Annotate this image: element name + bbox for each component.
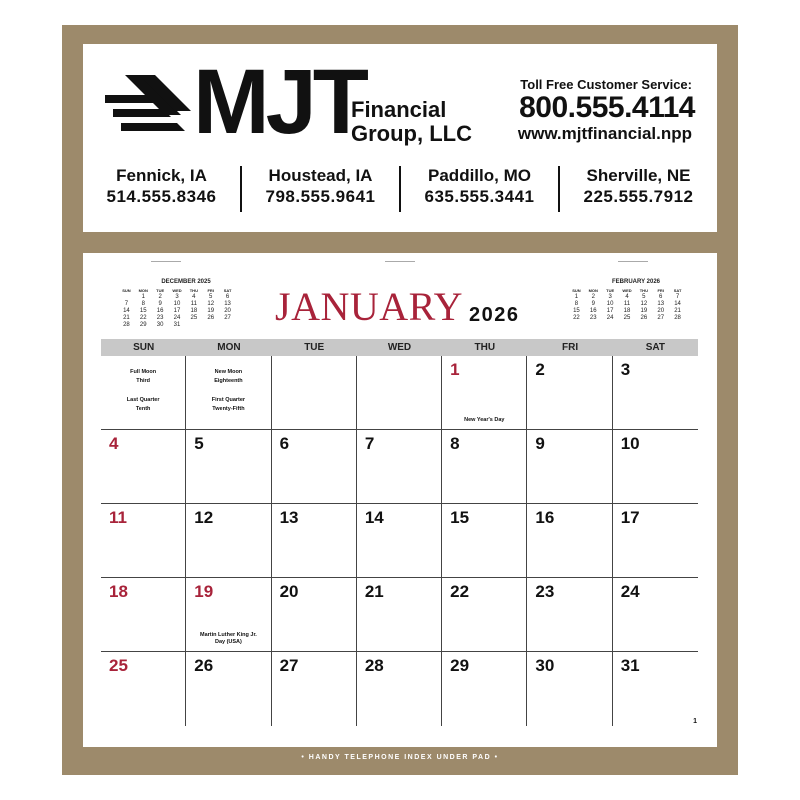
moon-label: New Moon xyxy=(214,369,243,375)
day-number: 2 xyxy=(535,360,545,379)
day-cell xyxy=(186,356,271,430)
mini-day: 1 xyxy=(141,294,145,300)
day-number: 11 xyxy=(109,508,127,527)
mini-next-title: FEBRUARY 2026 xyxy=(611,279,661,285)
mini-day: 26 xyxy=(640,315,648,321)
page-number: 1 xyxy=(693,718,697,725)
mini-day: 2 xyxy=(591,294,595,300)
location-name: Sherville, NE xyxy=(586,166,691,185)
location-item xyxy=(560,166,717,212)
day-number: 29 xyxy=(450,656,470,675)
mini-day: 31 xyxy=(173,322,181,328)
day-cell xyxy=(186,578,271,652)
day-cell xyxy=(613,430,698,504)
mini-day: 15 xyxy=(573,308,580,314)
calendar-pad xyxy=(83,253,717,747)
day-cell xyxy=(527,504,612,578)
day-number: 20 xyxy=(279,582,299,601)
mini-weekday: THU xyxy=(639,288,648,293)
day-number: 14 xyxy=(364,508,384,527)
day-cell xyxy=(357,356,442,430)
mini-day xyxy=(118,294,135,301)
day-number: 10 xyxy=(620,434,640,453)
mini-day: 11 xyxy=(190,301,197,307)
mini-day: 6 xyxy=(659,294,663,300)
brand-sub-line1: Financial xyxy=(351,97,447,122)
day-cell xyxy=(357,578,442,652)
day-number: 7 xyxy=(364,434,375,453)
day-cell xyxy=(527,356,612,430)
day-cell xyxy=(442,652,527,726)
mini-day: 28 xyxy=(123,322,130,328)
mini-weekday: SAT xyxy=(223,288,232,293)
mini-day: 11 xyxy=(623,301,631,307)
day-number: 12 xyxy=(194,508,214,527)
day-cell xyxy=(442,430,527,504)
mini-day: 30 xyxy=(156,322,164,328)
day-cell xyxy=(357,504,442,578)
mini-day: 25 xyxy=(190,315,198,321)
day-cell xyxy=(272,652,357,726)
day-number: 6 xyxy=(279,434,290,453)
mini-day: 23 xyxy=(589,315,597,321)
location-item xyxy=(401,166,560,212)
footer-note: • HANDY TELEPHONE INDEX UNDER PAD • xyxy=(301,754,499,761)
mini-day: 2 xyxy=(158,294,162,300)
mini-day: 14 xyxy=(674,301,681,307)
mini-day: 6 xyxy=(225,294,230,300)
mini-weekday: MON xyxy=(138,288,148,293)
mini-day: 27 xyxy=(224,315,231,321)
mini-day xyxy=(185,322,202,329)
weekday-header xyxy=(101,339,698,356)
mini-calendar-next xyxy=(568,279,686,322)
mini-weekday: SUN xyxy=(572,288,581,293)
locations-row xyxy=(83,166,717,212)
mini-day: 18 xyxy=(190,308,198,314)
mini-day: 17 xyxy=(606,308,614,314)
weekday-label: SAT xyxy=(645,342,665,353)
mini-weekday: THU xyxy=(189,288,198,293)
mini-weekday: SAT xyxy=(673,288,682,293)
mini-weekday: TUE xyxy=(156,288,165,293)
mini-day: 20 xyxy=(224,308,231,314)
mini-day: 1 xyxy=(574,294,579,300)
website: www.mjtfinancial.npp xyxy=(517,124,692,143)
day-number: 21 xyxy=(364,582,384,601)
day-number: 30 xyxy=(535,656,555,675)
moon-day: Tenth xyxy=(135,406,151,412)
mini-next-grid xyxy=(568,287,686,322)
day-cell xyxy=(101,652,186,726)
day-cell xyxy=(101,356,186,430)
day-cell xyxy=(101,578,186,652)
mini-day: 13 xyxy=(657,301,665,307)
day-cell xyxy=(186,652,271,726)
mini-weekday: WED xyxy=(172,288,182,293)
brand-subtitle xyxy=(351,98,472,146)
mini-day: 10 xyxy=(173,301,181,307)
day-number: 16 xyxy=(535,508,555,527)
day-number: 13 xyxy=(279,508,299,527)
hanger-mark xyxy=(385,261,415,262)
day-cell xyxy=(101,430,186,504)
mini-day: 7 xyxy=(124,301,129,307)
location-name: Houstead, IA xyxy=(268,166,373,185)
mini-day: 3 xyxy=(608,294,612,300)
day-number: 28 xyxy=(364,656,384,675)
mini-day: 19 xyxy=(640,308,648,314)
day-number: 26 xyxy=(194,656,214,675)
location-phone: 225.555.7912 xyxy=(583,187,694,206)
day-number: 15 xyxy=(450,508,470,527)
mini-day: 9 xyxy=(591,301,595,307)
day-cell xyxy=(442,356,527,430)
moon-day: Twenty-Fifth xyxy=(212,406,245,412)
mini-day: 23 xyxy=(156,315,164,321)
tollfree-phone: 800.555.4114 xyxy=(519,91,695,124)
day-cell xyxy=(357,430,442,504)
moon-label: Last Quarter xyxy=(126,397,160,403)
mini-day xyxy=(202,322,219,329)
mini-day: 14 xyxy=(123,308,130,314)
day-cell xyxy=(442,578,527,652)
mini-weekday: FRI xyxy=(657,288,664,293)
mini-weekday: FRI xyxy=(207,288,214,293)
brand-sub-line2: Group, LLC xyxy=(351,121,472,146)
mini-day: 21 xyxy=(123,315,130,321)
month-title: JANUARY xyxy=(275,284,463,329)
day-number: 3 xyxy=(620,360,631,379)
day-cell xyxy=(527,652,612,726)
mini-day: 4 xyxy=(192,294,196,300)
location-name: Paddillo, MO xyxy=(428,166,531,185)
location-item xyxy=(83,166,242,212)
mini-day: 24 xyxy=(173,315,181,321)
day-cell xyxy=(442,504,527,578)
day-cell xyxy=(613,504,698,578)
mini-weekday: MON xyxy=(588,288,598,293)
mini-day: 29 xyxy=(139,322,147,328)
mini-day: 20 xyxy=(657,308,665,314)
mini-day: 27 xyxy=(657,315,665,321)
day-cell xyxy=(186,504,271,578)
day-number: 8 xyxy=(450,434,460,453)
day-number: 24 xyxy=(620,582,640,601)
tollfree-label: Toll Free Customer Service: xyxy=(520,77,692,92)
moon-day: Eighteenth xyxy=(214,378,243,384)
day-cell xyxy=(613,578,698,652)
day-number: 27 xyxy=(279,656,299,675)
mini-day: 24 xyxy=(606,315,614,321)
day-cell xyxy=(101,504,186,578)
location-phone: 514.555.8346 xyxy=(106,187,217,206)
day-cell xyxy=(527,578,612,652)
moon-label: Full Moon xyxy=(130,369,157,375)
weekday-label: WED xyxy=(387,342,412,353)
mini-calendar-prev xyxy=(118,279,236,329)
day-cell xyxy=(357,652,442,726)
mini-day: 5 xyxy=(642,294,646,300)
mini-day: 7 xyxy=(675,294,680,300)
mini-day: 25 xyxy=(623,315,631,321)
advertiser-header xyxy=(83,44,717,232)
location-phone: 798.555.9641 xyxy=(265,187,376,206)
weekday-label: FRI xyxy=(562,342,579,353)
day-number: 22 xyxy=(450,582,470,601)
day-number: 5 xyxy=(194,434,204,453)
day-cell xyxy=(272,578,357,652)
mini-day xyxy=(219,322,236,329)
day-number: 23 xyxy=(535,582,555,601)
day-number: 18 xyxy=(109,582,128,601)
mini-day: 12 xyxy=(207,301,215,307)
mini-day: 10 xyxy=(606,301,614,307)
holiday-label xyxy=(186,632,270,646)
hanger-mark xyxy=(151,261,181,262)
mini-day: 16 xyxy=(589,308,597,314)
holiday-line: Martin Luther King Jr. xyxy=(200,632,257,638)
mini-day: 9 xyxy=(158,301,162,307)
brand-name: MJT xyxy=(193,51,365,153)
day-number: 9 xyxy=(535,434,545,453)
day-number: 19 xyxy=(194,582,214,601)
day-cell xyxy=(272,356,357,430)
mini-day: 22 xyxy=(139,315,147,321)
mini-day: 12 xyxy=(640,301,648,307)
day-number: 17 xyxy=(620,508,640,527)
mini-day: 17 xyxy=(173,308,181,314)
mini-day: 28 xyxy=(674,315,681,321)
mini-weekday: TUE xyxy=(606,288,615,293)
day-number: 1 xyxy=(450,360,460,379)
day-cell xyxy=(613,356,698,430)
holiday-label: New Year's Day xyxy=(464,417,505,423)
location-phone: 635.555.3441 xyxy=(424,187,535,206)
day-cell xyxy=(186,430,271,504)
location-name: Fennick, IA xyxy=(116,166,207,185)
mini-day: 22 xyxy=(573,315,580,321)
mini-day: 3 xyxy=(175,294,179,300)
mini-weekday: SUN xyxy=(122,288,131,293)
weekday-label: SUN xyxy=(133,342,155,353)
mini-day: 8 xyxy=(141,301,145,307)
weekday-label: TUE xyxy=(304,342,325,353)
month-grid xyxy=(101,356,698,726)
mini-prev-grid xyxy=(118,287,236,329)
day-cell xyxy=(272,430,357,504)
day-number: 25 xyxy=(109,656,128,675)
moon-label: First Quarter xyxy=(211,397,246,403)
day-number: 31 xyxy=(620,656,640,675)
moon-phases-mon xyxy=(186,368,270,414)
mini-day: 16 xyxy=(156,308,164,314)
mini-day: 5 xyxy=(209,294,213,300)
moon-phases-sun xyxy=(101,368,185,414)
mini-day: 4 xyxy=(625,294,629,300)
mini-day: 26 xyxy=(207,315,215,321)
mini-day: 13 xyxy=(224,301,231,307)
day-cell xyxy=(613,652,698,726)
day-cell xyxy=(527,430,612,504)
mini-day: 21 xyxy=(674,308,681,314)
mini-day: 19 xyxy=(207,308,215,314)
weekday-label: MON xyxy=(217,342,241,353)
mini-prev-title: DECEMBER 2025 xyxy=(161,279,211,285)
weekday-label: THU xyxy=(474,342,496,353)
mini-day: 15 xyxy=(139,308,147,314)
holiday-line: Day (USA) xyxy=(214,639,242,645)
mini-weekday: WED xyxy=(622,288,632,293)
year-title: 2026 xyxy=(469,304,520,326)
day-number: 4 xyxy=(109,434,119,453)
hanger-mark xyxy=(618,261,648,262)
mini-day: 18 xyxy=(623,308,631,314)
moon-day: Third xyxy=(136,378,151,384)
location-item xyxy=(242,166,401,212)
day-cell xyxy=(272,504,357,578)
mini-day: 8 xyxy=(574,301,579,307)
